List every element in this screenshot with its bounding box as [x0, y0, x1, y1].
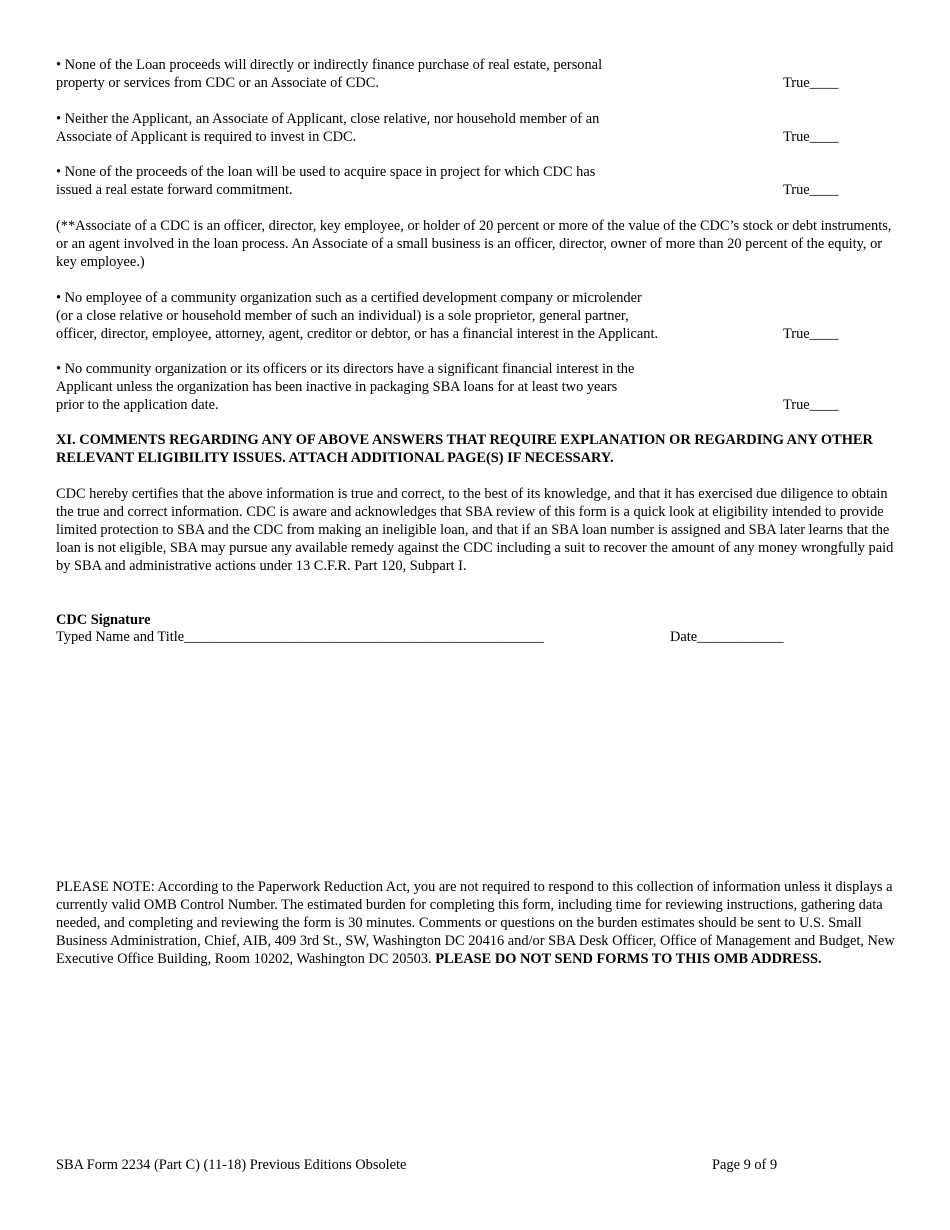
statement-item: [56, 360, 936, 414]
statement-item: [56, 289, 936, 343]
paperwork-notice-text: PLEASE NOTE: According to the Paperwork Reduction Act, you are not required to respond to this collection of information unless it displays a currently valid OMB Control Number. The estimated burden for completing this form, including time for reviewing instructions, gathering data needed, and completing and reviewing the form is 30 minutes. Comments or questions on the burden estimates should be sent to U.S. Small Business Administration, Chief, AIB, 409 3rd St., SW, Washington DC 20416 and/or SBA Desk Officer, Office of Management and Budget, New Executive Office Building, Room 10202, Washington DC 20503.: [56, 879, 895, 967]
associate-definition-note: (**Associate of a CDC is an officer, director, key employee, or holder of 20 percent or more of the value of the CDC’s stock or debt instruments, or an agent involved in the loan process. An Associate of a small business is an officer, director, owner of more than 20 percent of the equity, or key employee.): [56, 218, 892, 270]
typed-name-title-field[interactable]: Typed Name and Title__________________________________________________: [56, 629, 544, 645]
statement-item: [56, 163, 936, 199]
statement-item: [56, 56, 936, 92]
statement-text: • No employee of a community organization such as a certified development company or microlender (or a close relative or household member of such an individual) is a sole proprietor, general partner, officer, director, employee, attorney, agent, creditor or debtor, or has a financial interest in the Applicant.: [56, 290, 659, 342]
form-identifier: SBA Form 2234 (Part C) (11-18) Previous Editions Obsolete: [56, 1157, 407, 1173]
true-answer-field[interactable]: True____: [783, 326, 839, 342]
true-answer-field[interactable]: True____: [783, 182, 839, 198]
statement-text: • None of the Loan proceeds will directly or indirectly finance purchase of real estate, personal property or services from CDC or an Associate of CDC.: [56, 57, 603, 91]
statement-item: [56, 110, 936, 146]
true-answer-field[interactable]: True____: [783, 75, 839, 91]
certification-paragraph: CDC hereby certifies that the above information is true and correct, to the best of its knowledge, and that it has exercised due diligence to obtain the true and correct information. CDC is aware and acknowledges that SBA review of this form is a quick look at eligibility intended to provide limited protection to SBA and the CDC from making an ineligible loan, and that if an SBA loan number is assigned and SBA later learns that the loan is not eligible, SBA may pursue any available remedy against the CDC including a suit to recover the amount of any money wrongfully paid by SBA and administrative actions under 13 C.F.R. Part 120, Subpart I.: [56, 486, 894, 574]
paperwork-reduction-notice: [56, 878, 896, 968]
date-field[interactable]: Date____________: [670, 629, 784, 645]
statement-text: • Neither the Applicant, an Associate of Applicant, close relative, nor household member of an Associate of Applicant is required to invest in CDC.: [56, 111, 600, 145]
statement-text: • None of the proceeds of the loan will be used to acquire space in project for which CDC has issued a real estate forward commitment.: [56, 164, 596, 198]
page-number: Page 9 of 9: [712, 1157, 778, 1173]
paperwork-notice-bold: PLEASE DO NOT SEND FORMS TO THIS OMB ADDRESS.: [435, 951, 822, 967]
statement-text: • No community organization or its officers or its directors have a significant financial interest in the Applicant unless the organization has been inactive in packaging SBA loans for at least two years prior to the application date.: [56, 361, 635, 413]
true-answer-field[interactable]: True____: [783, 397, 839, 413]
cdc-signature-label: CDC Signature: [56, 612, 151, 628]
section-xi-heading: XI. COMMENTS REGARDING ANY OF ABOVE ANSWERS THAT REQUIRE EXPLANATION OR REGARDING ANY OTHER RELEVANT ELIGIBILITY ISSUES. ATTACH ADDITIONAL PAGE(S) IF NECESSARY.: [56, 432, 873, 466]
true-answer-field[interactable]: True____: [783, 129, 839, 145]
